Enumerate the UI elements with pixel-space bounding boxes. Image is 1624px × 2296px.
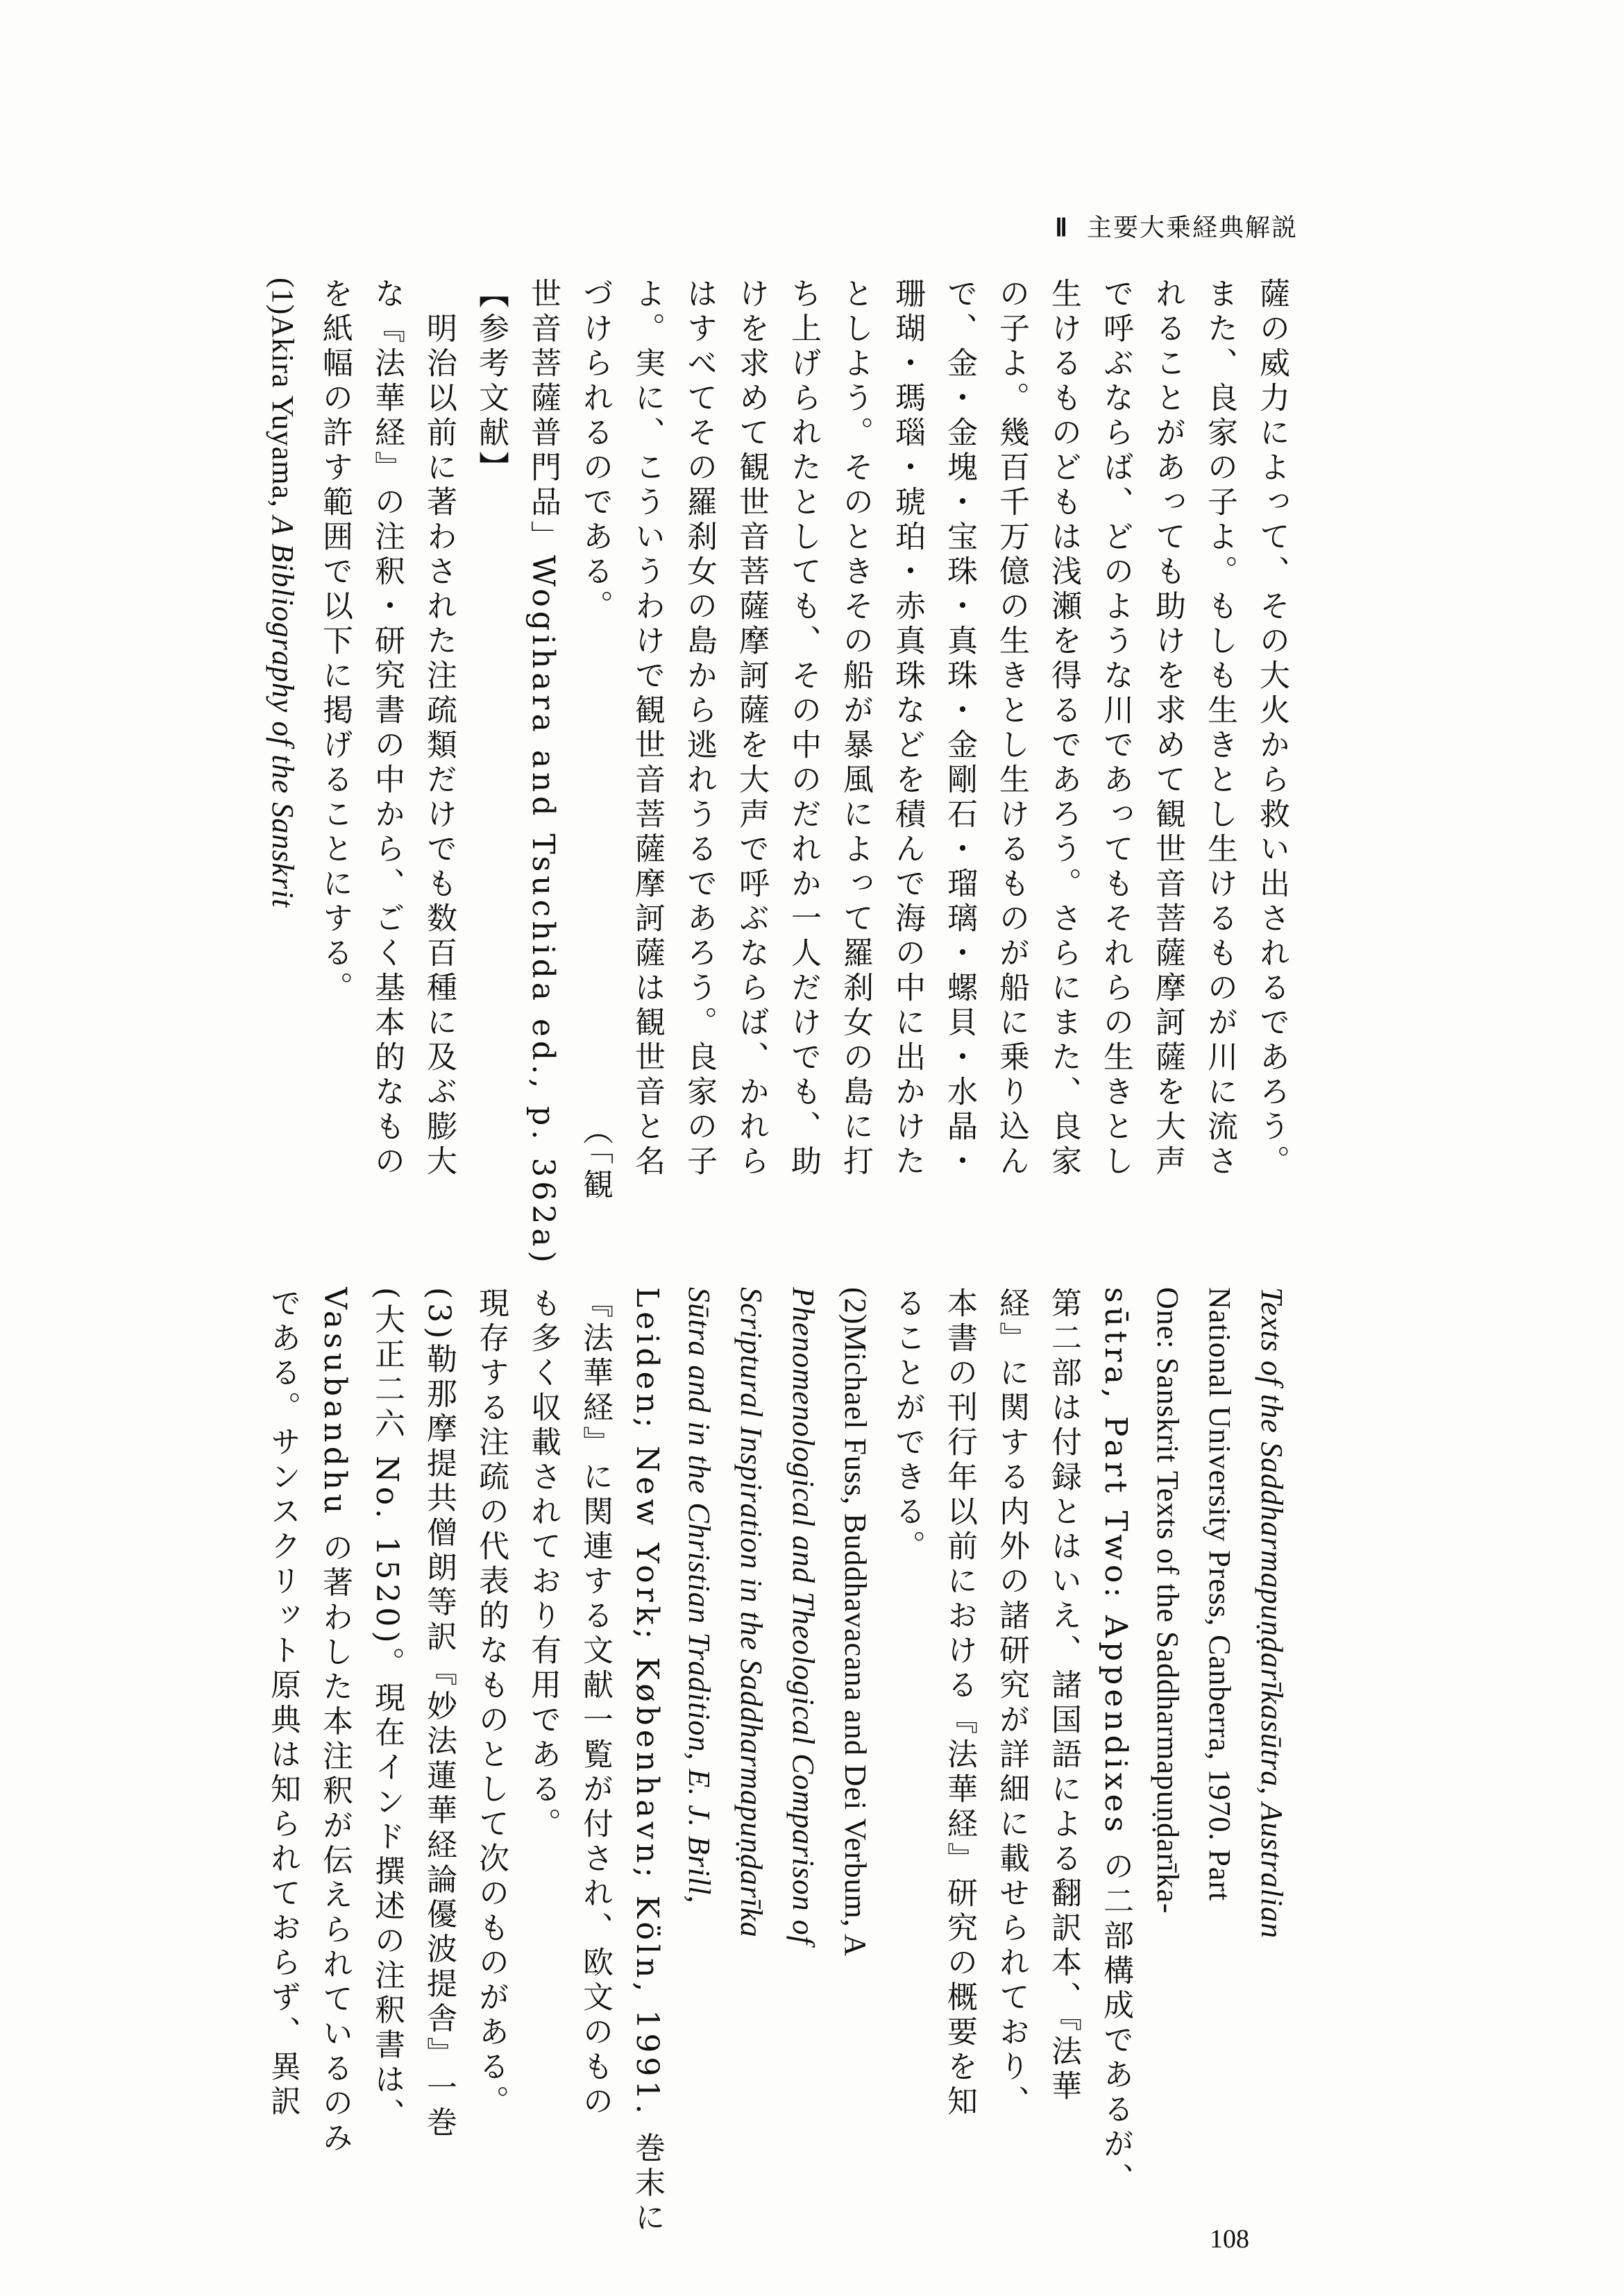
text-line: Sūtra and in the Christian Tradition, E. J. Brill, bbox=[682, 1287, 716, 1904]
text-line: を紙幅の許す範囲で以下に掲げることにする。 bbox=[317, 278, 353, 1006]
text-line: 珊瑚・瑪瑙・琥珀・赤真珠などを積んで海の中に出かけた bbox=[890, 278, 925, 1180]
text-line: また、良家の子よ。もしも生きとし生けるものが川に流さ bbox=[1202, 278, 1237, 1180]
text-line: 生けるものどもは浅瀬を得るであろう。さらにまた、良家 bbox=[1046, 278, 1081, 1180]
text-line: で、金・金塊・宝珠・真珠・金剛石・瑠璃・螺貝・水晶・ bbox=[942, 278, 977, 1180]
text-line: (大正二六 No. 1520)。現在インド撰述の注釈書は、 bbox=[369, 1287, 405, 2133]
reference-title: A Bibliography of the Sanskrit bbox=[266, 516, 300, 908]
text-line: Scriptural Inspiration in the Saddharmapuṇḍarīka bbox=[734, 1287, 768, 1938]
reference-line: (3)勒那摩提共僧朗等訳『妙法蓮華経論優波提舎』一巻 bbox=[421, 1287, 457, 2141]
text-line: の子よ。幾百千万億の生きとし生けるものが船に乗り込ん bbox=[994, 278, 1029, 1180]
text-line: ることができる。 bbox=[890, 1287, 925, 1565]
text-line: けを求めて観世音菩薩摩訶薩を大声で呼ぶならば、かれら bbox=[734, 278, 769, 1180]
text-line: づけられるのである。 （「観 bbox=[577, 278, 613, 1203]
text-line: National University Press, Canberra, 1970. Part bbox=[1203, 1287, 1237, 1902]
text-line: 明治以前に著わされた注疏類だけでも数百種に及ぶ膨大 bbox=[421, 278, 457, 1180]
text-line: 本書の刊行年以前における『法華経』研究の概要を知 bbox=[942, 1287, 977, 2120]
text-line: も多く収載されており有用である。 bbox=[525, 1287, 561, 1842]
text-line: Texts of the Saddharmapuṇḍarīkasūtra, Australian bbox=[1255, 1287, 1289, 1939]
text-line: Leiden; New York; København; Köln, 1991. 巻末に bbox=[629, 1287, 665, 2236]
text-line: 薩の威力によって、その大火から救い出されるであろう。 bbox=[1254, 278, 1289, 1180]
text-line: 第二部は付録とはいえ、諸国語による翻訳本、『法華 bbox=[1046, 1287, 1081, 2104]
text-line: Phenomenological and Theological Comparison of bbox=[786, 1287, 820, 1945]
text-line: である。サンスクリット原典は知られておらず、異訳 bbox=[265, 1287, 301, 2120]
lower-text-block bbox=[265, 1287, 1298, 2259]
text-line: ち上げられたとしても、その中のだれか一人だけでも、助 bbox=[786, 278, 821, 1180]
text-line: One: Sanskrit Texts of the Saddharmapuṇḍarīka- bbox=[1151, 1287, 1185, 1914]
text-line: で呼ぶならば、どのような川であってもそれらの生きとし bbox=[1098, 278, 1133, 1180]
reference-line bbox=[257, 278, 309, 1256]
page-number: 108 bbox=[1210, 2225, 1249, 2254]
text-line: sūtra, Part Two: Appendixes の二部構成であるが、 bbox=[1098, 1287, 1133, 2197]
section-heading: 【参考文献】 bbox=[473, 278, 509, 486]
text-line: 『法華経』に関連する文献一覧が付され、欧文のもの bbox=[577, 1287, 613, 2120]
text-line: 現存する注疏の代表的なものとして次のものがある。 bbox=[473, 1287, 509, 2120]
text-line: な『法華経』の注釈・研究書の中から、ごく基本的なもの bbox=[369, 278, 405, 1180]
text-line: 経』に関する内外の諸研究が詳細に載せられており、 bbox=[994, 1287, 1029, 2120]
text-line: はすべてその羅刹女の島から逃れうるであろう。良家の子 bbox=[682, 278, 717, 1180]
reference-line: (2)Michael Fuss, Buddhavacana and Dei Verbum, A bbox=[838, 1287, 872, 1957]
chapter-title: 主要大乗経典解説 bbox=[1086, 214, 1298, 242]
text-line: Vasubandhu の著わした本注釈が伝えられているのみ bbox=[317, 1287, 353, 2157]
citation-line: 世音菩薩普門品」Wogihara and Tsuchida ed., p. 362a) bbox=[525, 278, 561, 1267]
upper-text-block bbox=[266, 278, 1298, 1267]
reference-marker: (1) bbox=[266, 278, 300, 316]
chapter-numeral: Ⅱ bbox=[1055, 214, 1069, 241]
text-line: よ。実に、こういうわけで観世音菩薩摩訶薩は観世音と名 bbox=[629, 278, 665, 1180]
reference-author: Akira Yuyama, bbox=[266, 315, 300, 517]
text-line: れることがあっても助けを求めて観世音菩薩摩訶薩を大声 bbox=[1150, 278, 1185, 1180]
running-header bbox=[1055, 208, 1298, 244]
text-line: としよう。そのときその船が暴風によって羅刹女の島に打 bbox=[838, 278, 873, 1180]
